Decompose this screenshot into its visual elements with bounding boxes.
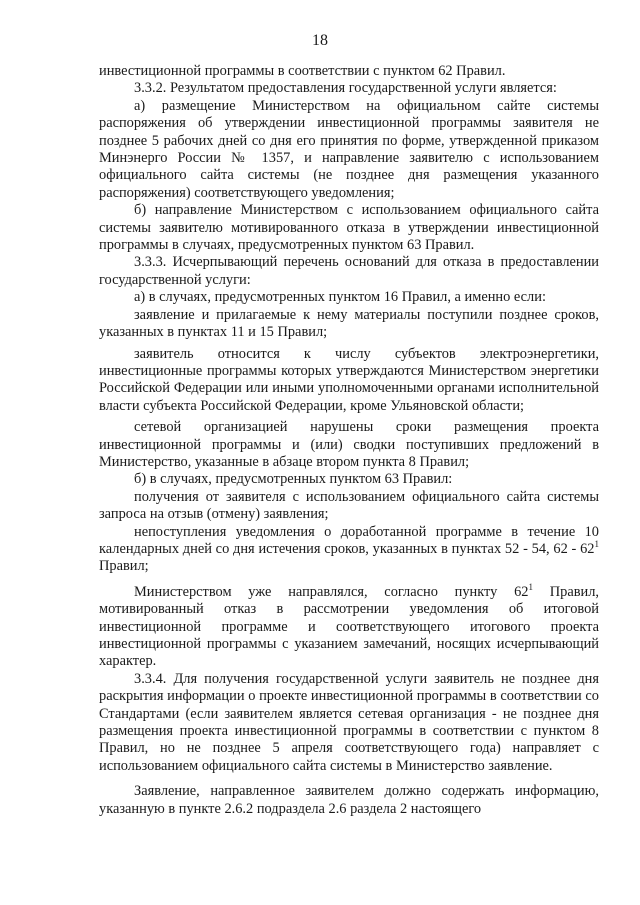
paragraph: 3.3.2. Результатом предоставления государственной услуги является: bbox=[134, 80, 557, 97]
paragraph: а) в случаях, предусмотренных пунктом 16 Правил, а именно если: bbox=[134, 289, 546, 306]
paragraph-text: Правил, мотивированный отказ в рассмотрении уведомления об итоговой инвестиционной программе и соответствующего итогового проекта инвестиционной программы с указанием замечаний, носящих исчерпывающий характер. bbox=[99, 583, 599, 670]
document-body bbox=[99, 63, 599, 818]
paragraph: 3.3.4. Для получения государственной услуги заявитель не позднее дня раскрытия информации о проекте инвестиционной программы в соответствии со Стандартами (если заявителем является сетевая организация - не позднее дня размещения проекта инвестиционной программы в соответствии с пунктом 8 Правил, но не позднее 5 апреля соответствующего года) направляет с использованием официального сайта системы в Министерство заявление. bbox=[99, 670, 599, 774]
paragraph: инвестиционной программы в соответствии с пунктом 62 Правил. bbox=[99, 63, 506, 79]
page-number: 18 bbox=[312, 32, 328, 49]
paragraph: 3.3.3. Исчерпывающий перечень оснований для отказа в предоставлении государственной услуги: bbox=[99, 254, 599, 288]
paragraph: сетевой организацией нарушены сроки размещения проекта инвестиционной программы и (или) сводки поступивших предложений в Министерство, указанные в абзаце втором пункта 8 Правил; bbox=[99, 419, 599, 470]
paragraph: б) направление Министерством с использованием официального сайта системы заявителю мотивированного отказа в утверждении инвестиционной программы в случаях, предусмотренных пунктом 63 Правил. bbox=[99, 202, 599, 254]
superscript: 1 bbox=[594, 539, 599, 550]
paragraph: заявление и прилагаемые к нему материалы поступили позднее сроков, указанных в пунктах 11 и 15 Правил; bbox=[99, 306, 599, 341]
paragraph: заявитель относится к числу субъектов электроэнергетики, инвестиционные программы которых утверждаются Министерством энергетики Российской Федерации или иными уполномоченными органами исполнительной власти субъекта Российской Федерации, кроме Ульяновской области; bbox=[99, 345, 599, 414]
superscript: 1 bbox=[528, 581, 533, 592]
paragraph bbox=[99, 581, 599, 671]
paragraph: получения от заявителя с использованием официального сайта системы запроса на отзыв (отмену) заявления; bbox=[99, 488, 599, 523]
paragraph-text: Правил; bbox=[99, 558, 149, 575]
paragraph bbox=[99, 524, 599, 576]
paragraph: Заявление, направленное заявителем должно содержать информацию, указанную в пункте 2.6.2 подраздела 2.6 раздела 2 настоящего bbox=[99, 783, 599, 817]
paragraph-text: непоступления уведомления о доработанной программе в течение 10 календарных дней со дня истечения сроков, указанных в пунктах 52 - 54, 62 - 62 bbox=[99, 523, 599, 557]
paragraph: а) размещение Министерством на официальном сайте системы распоряжения об утверждении инвестиционной программы заявителя не позднее 5 рабочих дней со дня его принятия по форме, утвержденной приказом Минэнерго России № 1357, и направление заявителю с использованием официального сайта системы (не позднее дня размещения указанного распоряжения) соответствующего уведомления; bbox=[99, 97, 599, 201]
paragraph-text: Министерством уже направлялся, согласно пункту 62 bbox=[134, 583, 529, 600]
paragraph: б) в случаях, предусмотренных пунктом 63 Правил: bbox=[134, 471, 453, 488]
